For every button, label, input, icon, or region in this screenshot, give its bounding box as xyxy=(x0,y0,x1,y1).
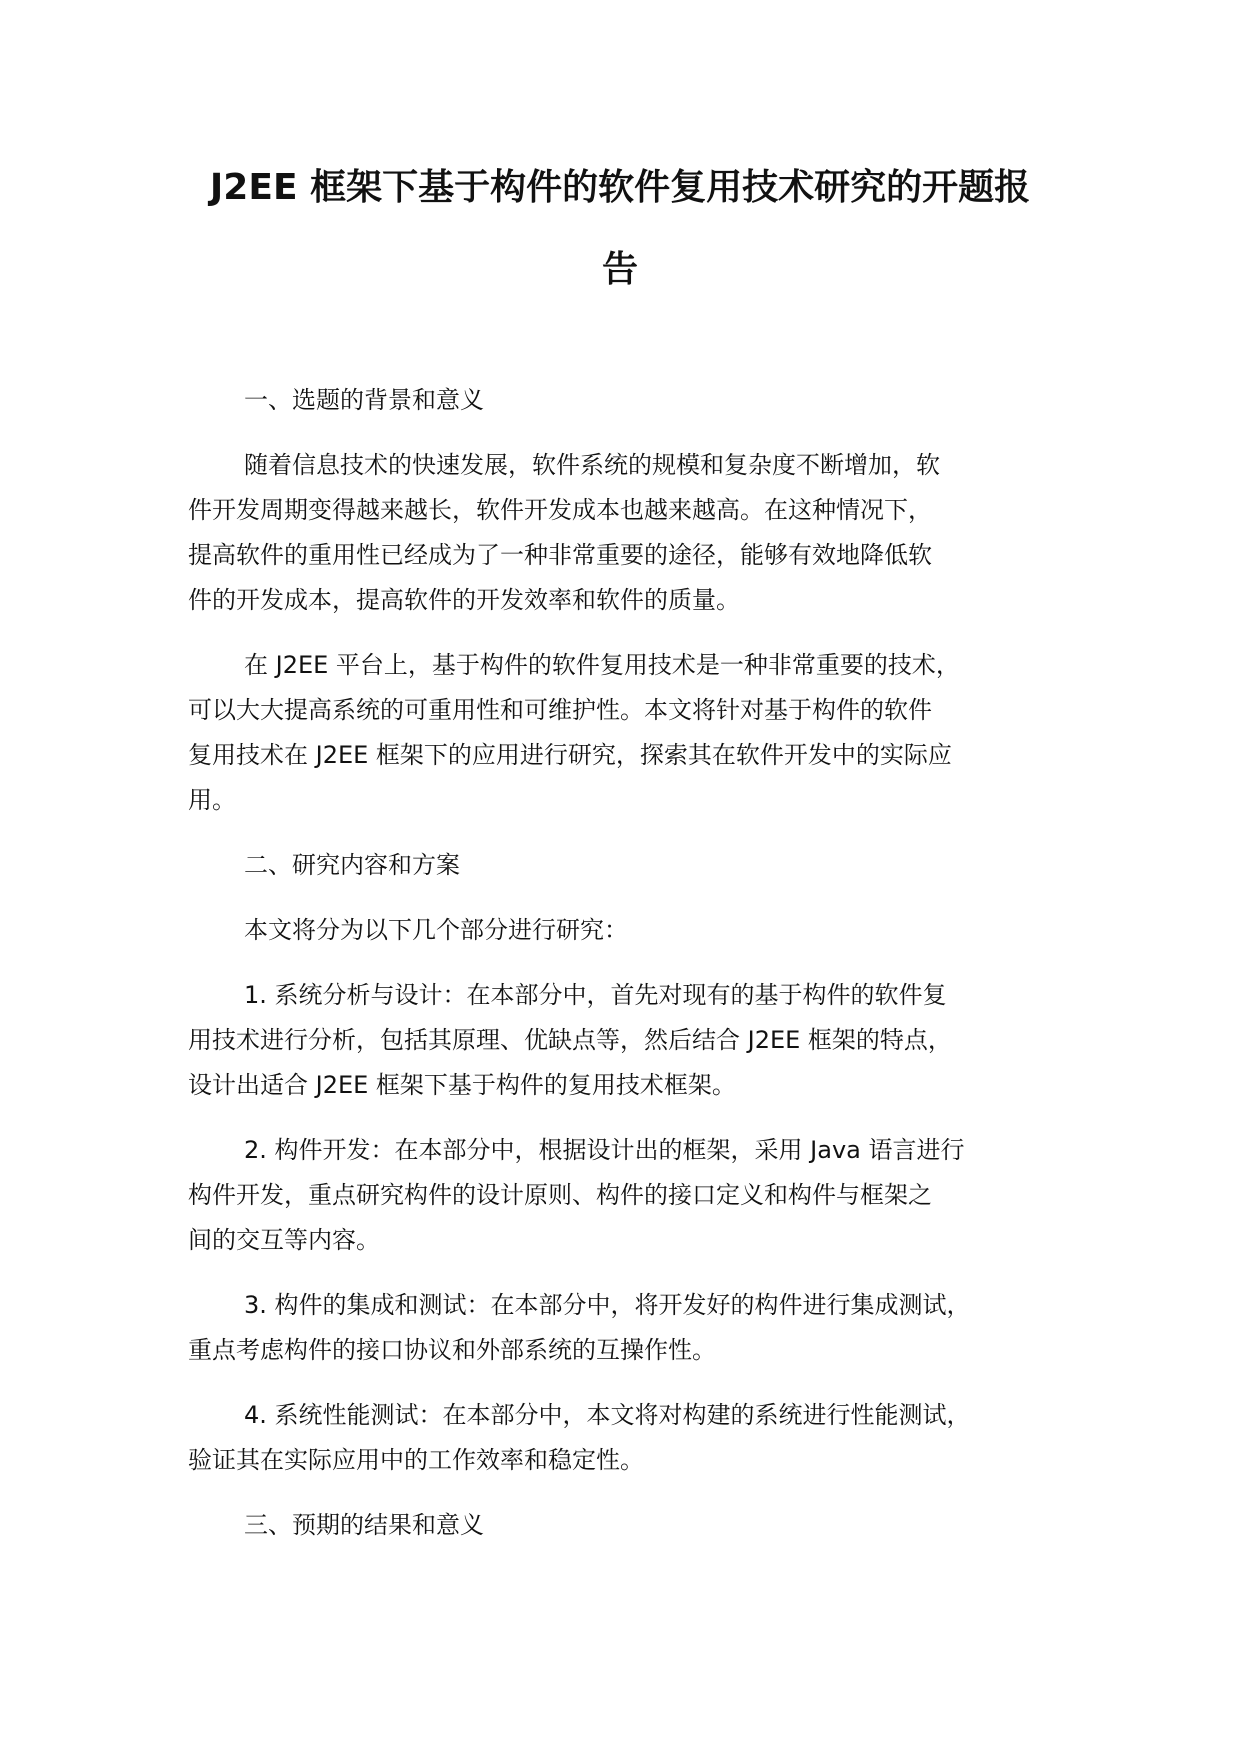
paragraph-line: 可以大大提高系统的可重用性和可维护性。本文将针对基于构件的软件 xyxy=(188,696,932,724)
paragraph-line: 3. 构件的集成和测试：在本部分中，将开发好的构件进行集成测试， xyxy=(244,1291,971,1319)
paragraph-line: 在 J2EE 平台上，基于构件的软件复用技术是一种非常重要的技术， xyxy=(244,651,960,679)
body-paragraph xyxy=(188,1128,1080,1263)
paragraph-line: 1. 系统分析与设计：在本部分中，首先对现有的基于构件的软件复 xyxy=(244,981,947,1009)
title-line-2: 告 xyxy=(601,249,638,290)
paragraph-line: 复用技术在 J2EE 框架下的应用进行研究，探索其在软件开发中的实际应 xyxy=(188,741,952,769)
section-heading: 本文将分为以下几个部分进行研究： xyxy=(244,916,628,944)
section-heading: 二、研究内容和方案 xyxy=(244,851,460,879)
body-paragraph xyxy=(188,1393,1080,1483)
body-paragraph xyxy=(188,443,1080,623)
section-heading: 三、预期的结果和意义 xyxy=(244,1511,484,1539)
paragraph-line: 构件开发，重点研究构件的设计原则、构件的接口定义和构件与框架之 xyxy=(188,1181,932,1209)
paragraph-line: 重点考虑构件的接口协议和外部系统的互操作性。 xyxy=(188,1336,716,1364)
body-paragraph xyxy=(188,643,1080,823)
document-body xyxy=(188,378,1080,1568)
body-paragraph xyxy=(188,1283,1080,1373)
paragraph-line: 间的交互等内容。 xyxy=(188,1226,380,1254)
paragraph-line: 设计出适合 J2EE 框架下基于构件的复用技术框架。 xyxy=(188,1071,736,1099)
paragraph-line: 用。 xyxy=(188,786,236,814)
paragraph-line: 件开发周期变得越来越长，软件开发成本也越来越高。在这种情况下， xyxy=(188,496,932,524)
document-title xyxy=(180,168,1060,290)
paragraph-line: 验证其在实际应用中的工作效率和稳定性。 xyxy=(188,1446,644,1474)
paragraph-line: 随着信息技术的快速发展，软件系统的规模和复杂度不断增加，软 xyxy=(244,451,940,479)
title-line-1: J2EE 框架下基于构件的软件复用技术研究的开题报 xyxy=(209,167,1031,208)
body-paragraph xyxy=(188,973,1080,1108)
paragraph-line: 件的开发成本，提高软件的开发效率和软件的质量。 xyxy=(188,586,740,614)
paragraph-line: 用技术进行分析，包括其原理、优缺点等，然后结合 J2EE 框架的特点， xyxy=(188,1026,952,1054)
paragraph-line: 提高软件的重用性已经成为了一种非常重要的途径，能够有效地降低软 xyxy=(188,541,932,569)
paragraph-line: 2. 构件开发：在本部分中，根据设计出的框架，采用 Java 语言进行 xyxy=(244,1136,965,1164)
paragraph-line: 4. 系统性能测试：在本部分中，本文将对构建的系统进行性能测试， xyxy=(244,1401,971,1429)
section-heading: 一、选题的背景和意义 xyxy=(244,386,484,414)
